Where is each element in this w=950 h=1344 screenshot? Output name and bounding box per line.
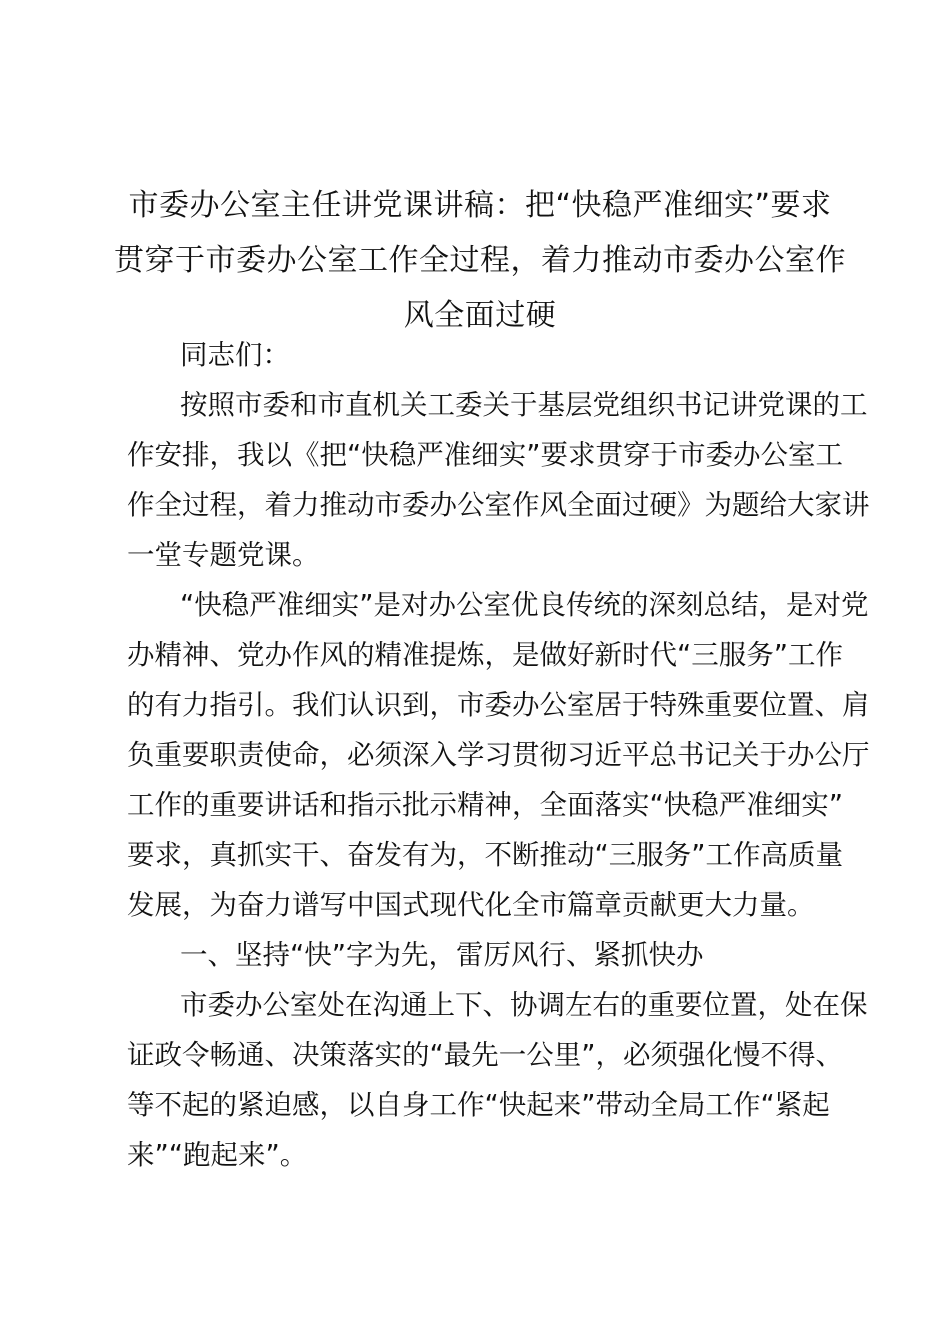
- paragraph-line: 作安排，我以《把“快稳严准细实”要求贯穿于市委办公室工: [127, 439, 843, 471]
- title-line: 贯穿于市委办公室工作全过程，着力推动市委办公室作: [114, 243, 846, 278]
- paragraph-line: “快稳严准细实”是对办公室优良传统的深刻总结，是对党: [180, 589, 869, 621]
- paragraph-line: 作全过程，着力推动市委办公室作风全面过硬》为题给大家讲: [127, 489, 870, 521]
- paragraph-line: 办精神、党办作风的精准提炼，是做好新时代“三服务”工作: [127, 639, 843, 671]
- paragraph-line: 的有力指引。我们认识到，市委办公室居于特殊重要位置、肩: [127, 689, 870, 721]
- title-line: 风全面过硬: [403, 298, 557, 333]
- section-heading: [127, 930, 837, 980]
- paragraph-line: 按照市委和市直机关工委关于基层党组织书记讲党课的工: [180, 389, 868, 421]
- paragraph-line: 工作的重要讲话和指示批示精神，全面落实“快稳严准细实”: [127, 789, 843, 821]
- document-body: [127, 330, 870, 1180]
- paragraph-line: 证政令畅通、决策落实的“最先一公里”，必须强化慢不得、: [127, 1039, 843, 1071]
- paragraph-line: 同志们：: [180, 339, 290, 371]
- salutation-paragraph: [127, 330, 837, 380]
- paragraph-line: 发展，为奋力谱写中国式现代化全市篇章贡献更大力量。: [127, 889, 815, 921]
- paragraph-line: 一堂专题党课。: [127, 539, 320, 571]
- intro-paragraph: [127, 380, 870, 580]
- title-line: 市委办公室主任讲党课讲稿：把“快稳严准细实”要求: [128, 188, 832, 223]
- paragraph-line: 市委办公室处在沟通上下、协调左右的重要位置，处在保: [180, 989, 868, 1021]
- paragraph-line: 来”“跑起来”。: [127, 1139, 308, 1171]
- paragraph-line: 要求，真抓实干、奋发有为，不断推动“三服务”工作高质量: [127, 839, 843, 871]
- paragraph-line: 负重要职责使命，必须深入学习贯彻习近平总书记关于办公厅: [127, 739, 870, 771]
- section-paragraph: [127, 980, 868, 1180]
- summary-paragraph: [127, 580, 870, 930]
- document-title: [110, 178, 850, 343]
- heading-line: 一、坚持“快”字为先，雷厉风行、紧抓快办: [180, 939, 704, 971]
- paragraph-line: 等不起的紧迫感，以自身工作“快起来”带动全局工作“紧起: [127, 1089, 830, 1121]
